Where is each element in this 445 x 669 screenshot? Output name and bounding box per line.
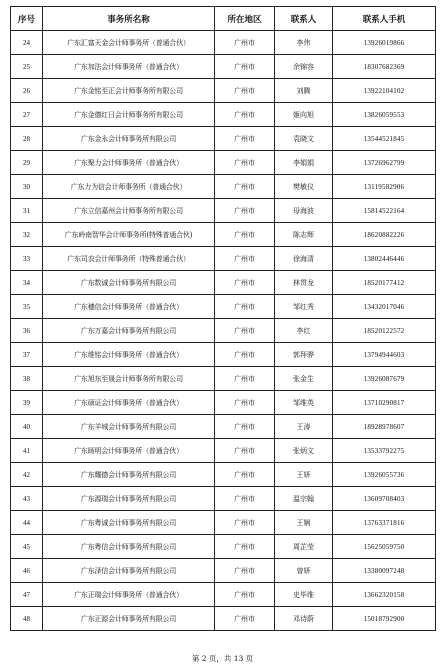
- cell-phone: 18520122572: [333, 319, 436, 343]
- cell-phone: 13926087679: [333, 367, 436, 391]
- cell-region: 广州市: [215, 127, 275, 151]
- cell-phone: 18520177412: [333, 271, 436, 295]
- table-row: [11, 343, 436, 367]
- cell-contact: 邹维英: [275, 391, 333, 415]
- table-row: [11, 415, 436, 439]
- cell-region: 广州市: [215, 55, 275, 79]
- header-contact: 联系人: [275, 7, 333, 31]
- cell-contact: 曾妍: [275, 559, 333, 583]
- cell-firm-name: 广东立信嘉州会计师事务所有限公司: [43, 199, 215, 223]
- cell-region: 广州市: [215, 271, 275, 295]
- cell-no: 48: [11, 607, 43, 631]
- cell-contact: 王妍: [275, 463, 333, 487]
- header-phone: 联系人手机: [333, 7, 436, 31]
- cell-firm-name: 广东正瑞会计师事务所（普通合伙）: [43, 583, 215, 607]
- table-row: [11, 271, 436, 295]
- table-row: [11, 439, 436, 463]
- cell-no: 35: [11, 295, 43, 319]
- table-row: [11, 31, 436, 55]
- cell-firm-name: 广东司农会计师事务所（特殊普通合伙）: [43, 247, 215, 271]
- cell-region: 广州市: [215, 79, 275, 103]
- table-row: [11, 583, 436, 607]
- cell-contact: 母海波: [275, 199, 333, 223]
- table-row: [11, 295, 436, 319]
- cell-region: 广州市: [215, 439, 275, 463]
- table-row: [11, 175, 436, 199]
- cell-contact: 李红: [275, 319, 333, 343]
- cell-no: 26: [11, 79, 43, 103]
- table-row: [11, 511, 436, 535]
- table-row: [11, 535, 436, 559]
- cell-no: 43: [11, 487, 43, 511]
- cell-contact: 余锦容: [275, 55, 333, 79]
- cell-contact: 邓诗蔚: [275, 607, 333, 631]
- cell-firm-name: 广东聚力会计师事务所（普通合伙）: [43, 151, 215, 175]
- header-region: 所在地区: [215, 7, 275, 31]
- cell-phone: 15625059750: [333, 535, 436, 559]
- cell-region: 广州市: [215, 319, 275, 343]
- cell-phone: 18928978607: [333, 415, 436, 439]
- table-row: [11, 223, 436, 247]
- cell-firm-name: 广东粤诚会计师事务所有限公司: [43, 511, 215, 535]
- cell-firm-name: 广东正源会计师事务所有限公司: [43, 607, 215, 631]
- table-header-row: [11, 7, 436, 31]
- cell-region: 广州市: [215, 151, 275, 175]
- cell-no: 46: [11, 559, 43, 583]
- cell-contact: 史毕维: [275, 583, 333, 607]
- cell-region: 广州市: [215, 559, 275, 583]
- cell-no: 31: [11, 199, 43, 223]
- cell-firm-name: 广东金铭至正会计师事务所有限公司: [43, 79, 215, 103]
- cell-phone: 13662320158: [333, 583, 436, 607]
- cell-no: 37: [11, 343, 43, 367]
- cell-phone: 13533792275: [333, 439, 436, 463]
- page-footer: 第 2 页，共 13 页: [191, 654, 254, 663]
- cell-region: 广州市: [215, 583, 275, 607]
- cell-contact: 郭拜骅: [275, 343, 333, 367]
- cell-region: 广州市: [215, 535, 275, 559]
- cell-region: 广州市: [215, 463, 275, 487]
- table-row: [11, 103, 436, 127]
- cell-phone: 15814522164: [333, 199, 436, 223]
- cell-firm-name: 广东硕证会计师事务所（普通合伙）: [43, 391, 215, 415]
- cell-phone: 15018792900: [333, 607, 436, 631]
- table-row: [11, 607, 436, 631]
- cell-phone: 13926055736: [333, 463, 436, 487]
- cell-region: 广州市: [215, 223, 275, 247]
- cell-firm-name: 广东金德红日会计师事务所有限公司: [43, 103, 215, 127]
- cell-phone: 13726962799: [333, 151, 436, 175]
- cell-phone: 18620882226: [333, 223, 436, 247]
- cell-region: 广州市: [215, 103, 275, 127]
- cell-region: 广州市: [215, 295, 275, 319]
- cell-no: 36: [11, 319, 43, 343]
- table-body: [11, 31, 436, 631]
- table-row: [11, 247, 436, 271]
- cell-region: 广州市: [215, 391, 275, 415]
- cell-region: 广州市: [215, 247, 275, 271]
- cell-no: 42: [11, 463, 43, 487]
- cell-phone: 13609708403: [333, 487, 436, 511]
- cell-no: 32: [11, 223, 43, 247]
- cell-phone: 13380097248: [333, 559, 436, 583]
- cell-no: 33: [11, 247, 43, 271]
- cell-contact: 李伟: [275, 31, 333, 55]
- cell-contact: 王娴: [275, 511, 333, 535]
- cell-no: 45: [11, 535, 43, 559]
- header-firm-name: 事务所名称: [43, 7, 215, 31]
- cell-contact: 李娟娟: [275, 151, 333, 175]
- cell-firm-name: 广东金永会计师事务所有限公司: [43, 127, 215, 151]
- cell-phone: 13794944603: [333, 343, 436, 367]
- cell-firm-name: 广东源瑞会计师事务所有限公司: [43, 487, 215, 511]
- table-row: [11, 319, 436, 343]
- cell-firm-name: 广东旸明会计师事务所（普通合伙）: [43, 439, 215, 463]
- cell-region: 广州市: [215, 487, 275, 511]
- cell-firm-name: 广东穗信会计师事务所（普通合伙）: [43, 295, 215, 319]
- cell-firm-name: 广东泽信会计师事务所有限公司: [43, 559, 215, 583]
- cell-firm-name: 广东数诚会计师事务所有限公司: [43, 271, 215, 295]
- cell-phone: 13432017046: [333, 295, 436, 319]
- cell-firm-name: 广东汇富天金会计师事务所（普通合伙）: [43, 31, 215, 55]
- cell-contact: 温宗翰: [275, 487, 333, 511]
- cell-no: 27: [11, 103, 43, 127]
- cell-firm-name: 广东力为信会计师事务所（普通合伙）: [43, 175, 215, 199]
- cell-contact: 周芷莹: [275, 535, 333, 559]
- firm-table: [10, 6, 436, 631]
- cell-contact: 张金生: [275, 367, 333, 391]
- cell-region: 广州市: [215, 607, 275, 631]
- table-row: [11, 199, 436, 223]
- cell-firm-name: 广东岭南智华会计师事务所(特殊普通合伙): [43, 223, 215, 247]
- cell-no: 44: [11, 511, 43, 535]
- cell-firm-name: 广东耀德会计师事务所有限公司: [43, 463, 215, 487]
- cell-region: 广州市: [215, 31, 275, 55]
- cell-phone: 13926019866: [333, 31, 436, 55]
- cell-region: 广州市: [215, 199, 275, 223]
- cell-contact: 林贯龙: [275, 271, 333, 295]
- cell-no: 40: [11, 415, 43, 439]
- cell-phone: 13710290817: [333, 391, 436, 415]
- cell-region: 广州市: [215, 175, 275, 199]
- cell-no: 47: [11, 583, 43, 607]
- cell-firm-name: 广东加法会计师事务所（普通合伙）: [43, 55, 215, 79]
- cell-no: 28: [11, 127, 43, 151]
- cell-no: 29: [11, 151, 43, 175]
- cell-phone: 13119582906: [333, 175, 436, 199]
- cell-phone: 13802446446: [333, 247, 436, 271]
- cell-no: 38: [11, 367, 43, 391]
- cell-region: 广州市: [215, 343, 275, 367]
- cell-firm-name: 广东万嘉会计师事务所有限公司: [43, 319, 215, 343]
- cell-contact: 王涛: [275, 415, 333, 439]
- cell-contact: 姬向旭: [275, 103, 333, 127]
- cell-no: 30: [11, 175, 43, 199]
- cell-phone: 13826059553: [333, 103, 436, 127]
- cell-region: 广州市: [215, 511, 275, 535]
- cell-no: 34: [11, 271, 43, 295]
- cell-phone: 13922104102: [333, 79, 436, 103]
- table-row: [11, 367, 436, 391]
- cell-contact: 张炳文: [275, 439, 333, 463]
- cell-contact: 樊敏仪: [275, 175, 333, 199]
- cell-no: 39: [11, 391, 43, 415]
- cell-contact: 邹红秀: [275, 295, 333, 319]
- table-row: [11, 463, 436, 487]
- table-row: [11, 127, 436, 151]
- cell-phone: 13763371816: [333, 511, 436, 535]
- table-row: [11, 487, 436, 511]
- cell-phone: 18307682369: [333, 55, 436, 79]
- table-row: [11, 55, 436, 79]
- cell-firm-name: 广东维铭会计师事务所（普通合伙）: [43, 343, 215, 367]
- table-row: [11, 151, 436, 175]
- cell-firm-name: 广东粤信会计师事务所有限公司: [43, 535, 215, 559]
- header-no: 序号: [11, 7, 43, 31]
- table-row: [11, 79, 436, 103]
- cell-region: 广州市: [215, 367, 275, 391]
- cell-no: 25: [11, 55, 43, 79]
- table-row: [11, 559, 436, 583]
- cell-firm-name: 广东羊城会计师事务所有限公司: [43, 415, 215, 439]
- cell-contact: 刘腾: [275, 79, 333, 103]
- cell-region: 广州市: [215, 415, 275, 439]
- table-row: [11, 391, 436, 415]
- cell-firm-name: 广东旭东至晟会计师事务所有限公司: [43, 367, 215, 391]
- cell-contact: 徐海清: [275, 247, 333, 271]
- cell-phone: 13544521845: [333, 127, 436, 151]
- cell-contact: 袁晓文: [275, 127, 333, 151]
- cell-no: 41: [11, 439, 43, 463]
- cell-no: 24: [11, 31, 43, 55]
- cell-contact: 陈志辉: [275, 223, 333, 247]
